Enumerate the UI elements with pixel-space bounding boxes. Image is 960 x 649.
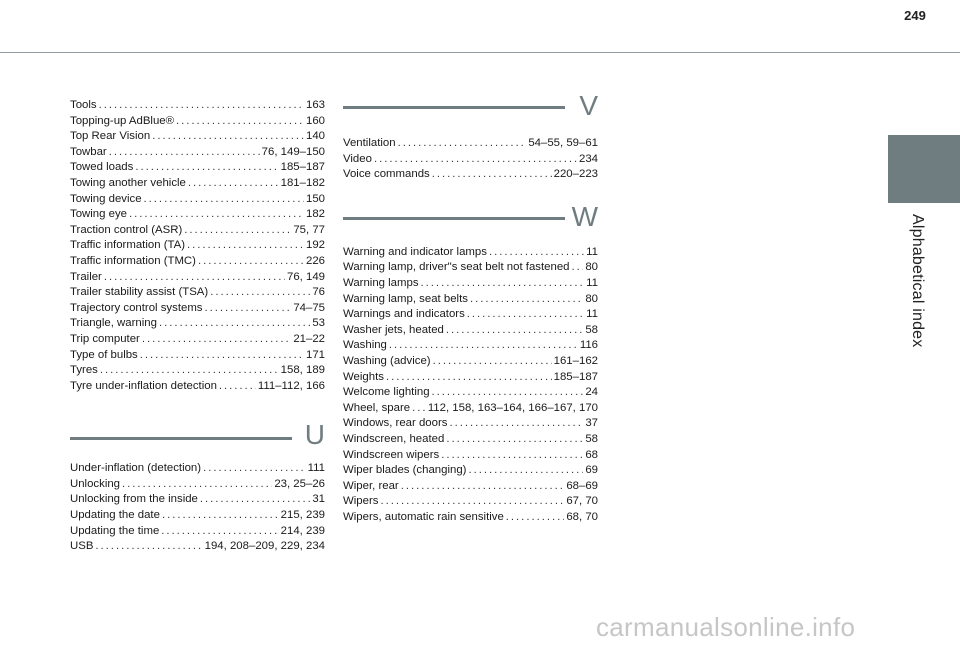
index-pages: 76, 149–150 [261, 145, 325, 158]
section-header-v [343, 90, 598, 132]
dot-leader [401, 479, 565, 495]
dot-leader [398, 136, 527, 152]
index-term: Windscreen wipers [343, 448, 440, 461]
index-term: Unlocking from the inside [70, 493, 198, 506]
dot-leader [432, 167, 552, 183]
index-entry [343, 494, 598, 510]
index-entry [70, 316, 325, 332]
dot-leader [152, 129, 304, 145]
index-pages: 140 [305, 130, 325, 143]
index-pages: 76 [312, 286, 325, 299]
index-entry [70, 176, 325, 192]
index-pages: 74–75 [293, 301, 325, 314]
index-entry [70, 301, 325, 317]
index-pages: 58 [585, 432, 598, 445]
index-pages: 24 [585, 386, 598, 399]
dot-leader [432, 385, 584, 401]
dot-leader [144, 192, 304, 208]
index-pages: 53 [312, 317, 325, 330]
section-rule [70, 437, 292, 440]
section-letter-u: U [304, 419, 325, 451]
index-entry [343, 401, 598, 417]
dot-leader [449, 416, 583, 432]
index-pages: 111–112, 166 [257, 379, 325, 392]
dot-leader [210, 285, 310, 301]
index-pages: 215, 239 [280, 509, 325, 522]
index-term: Tyres [70, 364, 98, 377]
index-term: Traffic information (TMC) [70, 254, 196, 267]
index-entry [343, 167, 598, 183]
index-term: Triangle, warning [70, 317, 157, 330]
index-entry [343, 292, 598, 308]
dot-leader [433, 354, 552, 370]
dot-leader [142, 332, 291, 348]
index-entry [70, 524, 325, 540]
index-term: Trajectory control systems [70, 301, 203, 314]
index-term: Warnings and indicators [343, 308, 465, 321]
index-term: Weights [343, 370, 384, 383]
index-term: Towing eye [70, 208, 127, 221]
index-entry [70, 145, 325, 161]
index-term: Warning and indicator lamps [343, 245, 487, 258]
dot-leader [470, 292, 583, 308]
index-pages: 160 [305, 114, 325, 127]
dot-leader [205, 301, 292, 317]
dot-leader [219, 379, 256, 395]
index-entry [70, 114, 325, 130]
index-pages: 68–69 [566, 479, 598, 492]
index-pages: 11 [586, 276, 598, 289]
index-entry [343, 432, 598, 448]
index-pages: 161–162 [553, 354, 598, 367]
index-entry [70, 508, 325, 524]
index-entry [70, 98, 325, 114]
index-entry [343, 416, 598, 432]
index-term: Wiper, rear [343, 479, 399, 492]
dot-leader [161, 524, 278, 540]
index-pages: 54–55, 59–61 [528, 137, 598, 149]
dot-leader [374, 152, 577, 168]
index-pages: 68 [585, 448, 598, 461]
index-term: Voice commands [343, 168, 430, 181]
index-entry [70, 285, 325, 301]
index-term: Traction control (ASR) [70, 223, 183, 236]
index-term: Topping-up AdBlue® [70, 114, 175, 127]
index-term: Traffic information (TA) [70, 239, 185, 252]
index-pages: 80 [585, 292, 598, 305]
index-term: Warning lamps [343, 276, 419, 289]
index-pages: 37 [585, 417, 598, 430]
index-pages: 226 [305, 254, 325, 267]
dot-leader [104, 270, 285, 286]
dot-leader [140, 348, 304, 364]
index-pages: 182 [305, 208, 325, 221]
dot-leader [468, 463, 583, 479]
dot-leader [159, 316, 310, 332]
index-entry [70, 192, 325, 208]
index-term: Type of bulbs [70, 348, 138, 361]
index-entry [343, 338, 598, 354]
dot-leader [571, 260, 583, 276]
dot-leader [162, 508, 279, 524]
dot-leader [99, 98, 304, 114]
dot-leader [187, 238, 304, 254]
section-letter-v: V [579, 90, 598, 121]
index-term: Welcome lighting [343, 386, 430, 399]
index-term: Trailer stability assist (TSA) [70, 286, 209, 299]
index-term: Wipers, automatic rain sensitive [343, 510, 504, 523]
index-entry [70, 207, 325, 223]
index-column-left [70, 98, 325, 555]
dot-leader [135, 160, 278, 176]
index-entry [343, 276, 598, 292]
index-term: Updating the time [70, 524, 160, 537]
index-entry [70, 238, 325, 254]
index-entry [343, 463, 598, 479]
index-pages: 163 [305, 99, 325, 111]
index-term: Tyre under-inflation detection [70, 379, 217, 392]
index-pages: 31 [312, 493, 325, 506]
index-entry [343, 245, 598, 261]
index-pages: 75, 77 [293, 223, 325, 236]
index-pages: 68, 70 [566, 510, 598, 523]
dot-leader [380, 494, 564, 510]
section-tab-label: Alphabetical index [909, 214, 926, 348]
index-pages: 11 [586, 245, 598, 258]
dot-leader [176, 114, 304, 130]
index-entry [70, 461, 325, 477]
dot-leader [386, 370, 552, 386]
index-pages: 194, 208–209, 229, 234 [204, 540, 325, 553]
index-pages: 23, 25–26 [274, 477, 325, 490]
index-entry [343, 307, 598, 323]
index-entry [343, 260, 598, 276]
index-entry [343, 370, 598, 386]
index-entry [70, 270, 325, 286]
index-pages: 234 [578, 152, 598, 165]
dot-leader [441, 448, 583, 464]
section-header-u [70, 415, 325, 455]
index-pages: 76, 149 [286, 270, 325, 283]
index-pages: 171 [305, 348, 325, 361]
index-term: Washing [343, 339, 387, 352]
index-entry [70, 160, 325, 176]
index-list-v [343, 136, 598, 183]
header-divider [0, 52, 960, 53]
index-pages: 111 [307, 462, 325, 475]
index-entry [70, 129, 325, 145]
index-term: Warning lamp, driver"s seat belt not fastened [343, 261, 570, 274]
index-term: Windows, rear doors [343, 417, 448, 430]
index-term: Towbar [70, 145, 107, 158]
index-term: Unlocking [70, 477, 121, 490]
section-header-w [343, 200, 598, 239]
index-entry [343, 323, 598, 339]
index-term: Warning lamp, seat belts [343, 292, 468, 305]
index-pages: 116 [579, 339, 598, 352]
dot-leader [198, 254, 304, 270]
dot-leader [389, 338, 578, 354]
dot-leader [467, 307, 584, 323]
index-term: Video [343, 152, 372, 165]
index-entry [70, 332, 325, 348]
index-term: Towing another vehicle [70, 176, 186, 189]
index-entry [70, 539, 325, 555]
index-entry [343, 354, 598, 370]
index-term: Towed loads [70, 161, 134, 174]
index-entry [343, 479, 598, 495]
index-entry [70, 492, 325, 508]
dot-leader [446, 432, 583, 448]
index-term: Windscreen, heated [343, 432, 445, 445]
index-pages: 112, 158, 163–164, 166–167, 170 [427, 401, 598, 414]
index-term: Under-inflation (detection) [70, 462, 202, 475]
index-pages: 69 [585, 464, 598, 477]
dot-leader [129, 207, 304, 223]
index-entry [70, 477, 325, 493]
index-pages: 185–187 [553, 370, 598, 383]
dot-leader [446, 323, 583, 339]
index-term: Wipers [343, 495, 379, 508]
index-term: Updating the date [70, 509, 160, 522]
index-column-right [343, 90, 598, 525]
index-pages: 67, 70 [566, 495, 598, 508]
index-term: Trailer [70, 270, 102, 283]
dot-leader [200, 492, 310, 508]
index-pages: 11 [586, 308, 598, 321]
index-entry [343, 136, 598, 152]
index-term: Washer jets, heated [343, 323, 444, 336]
index-pages: 21–22 [293, 332, 325, 345]
index-entry [70, 348, 325, 364]
dot-leader [506, 510, 565, 526]
index-entry [70, 363, 325, 379]
dot-leader [100, 363, 279, 379]
dot-leader [421, 276, 585, 292]
index-entry [343, 385, 598, 401]
index-list-t [70, 98, 325, 394]
index-pages: 220–223 [553, 168, 598, 181]
dot-leader [489, 245, 584, 261]
index-entry [343, 448, 598, 464]
dot-leader [188, 176, 279, 192]
index-pages: 150 [305, 192, 325, 205]
page-number: 249 [904, 8, 926, 23]
index-pages: 185–187 [280, 161, 325, 174]
index-term: Ventilation [343, 137, 396, 149]
index-list-u [70, 461, 325, 555]
dot-leader [109, 145, 260, 161]
section-rule [343, 217, 565, 220]
index-entry [343, 510, 598, 526]
index-pages: 58 [585, 323, 598, 336]
index-term: Trip computer [70, 332, 140, 345]
index-pages: 192 [305, 239, 325, 252]
index-entry [70, 223, 325, 239]
index-term: Tools [70, 99, 97, 111]
index-pages: 158, 189 [280, 364, 325, 377]
section-letter-w: W [571, 200, 598, 232]
dot-leader [412, 401, 426, 417]
index-pages: 80 [585, 261, 598, 274]
index-term: Wheel, spare [343, 401, 411, 414]
watermark-text: carmanualsonline.info [596, 612, 856, 642]
index-list-w [343, 245, 598, 526]
index-entry [70, 254, 325, 270]
index-term: Wiper blades (changing) [343, 464, 467, 477]
section-tab-block [888, 135, 960, 203]
dot-leader [203, 461, 306, 477]
index-pages: 181–182 [280, 176, 325, 189]
dot-leader [95, 539, 202, 555]
section-rule [343, 106, 565, 109]
index-term: Washing (advice) [343, 354, 431, 367]
index-entry [343, 152, 598, 168]
dot-leader [184, 223, 291, 239]
index-pages: 214, 239 [280, 524, 325, 537]
index-term: USB [70, 540, 94, 553]
index-term: Top Rear Vision [70, 130, 151, 143]
index-term: Towing device [70, 192, 142, 205]
index-entry [70, 379, 325, 395]
dot-leader [122, 477, 272, 493]
